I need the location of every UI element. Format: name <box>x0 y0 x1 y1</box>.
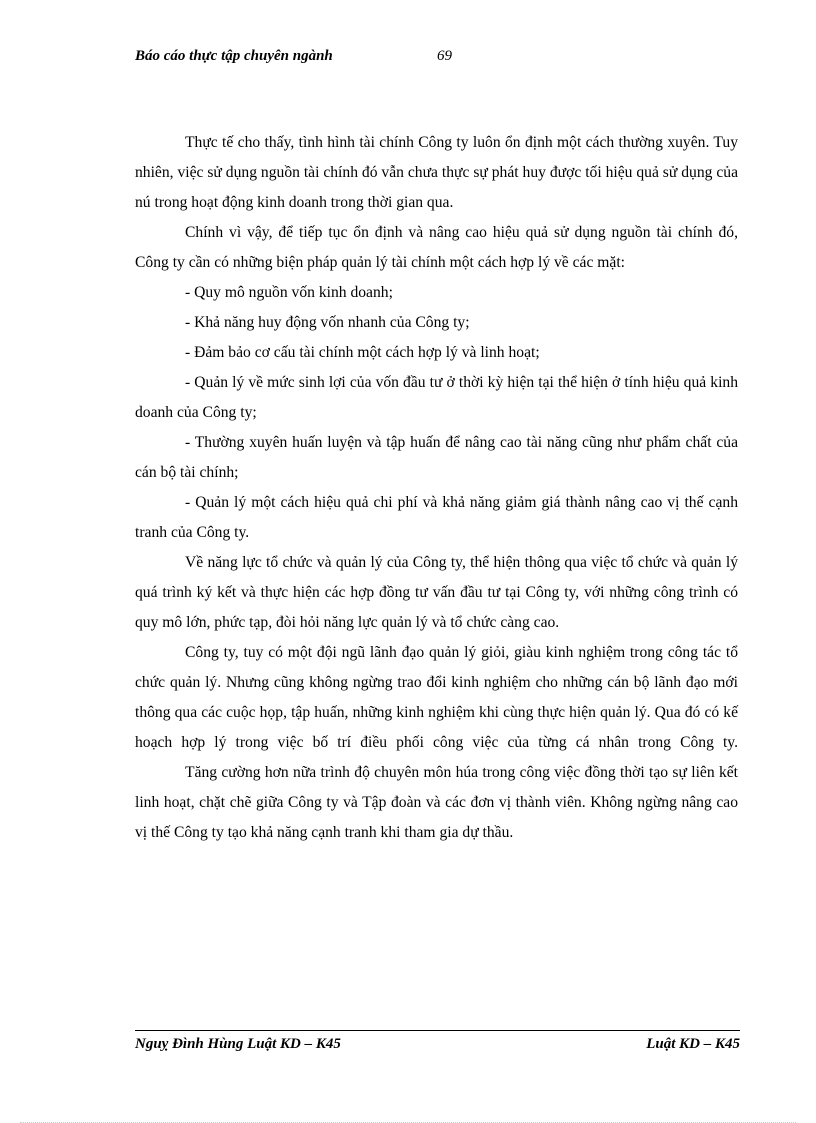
paragraph: Chính vì vậy, để tiếp tục ổn định và nâng cao hiệu quả sử dụng nguồn tài chính đó, Công ty cần có những biện pháp quản lý tài chính một cách hợp lý về các mặt: <box>135 224 738 271</box>
footer-divider <box>135 1030 740 1031</box>
list-item: - Quản lý về mức sinh lợi của vốn đầu tư ở thời kỳ hiện tại thể hiện ở tính hiệu quả kinh doanh của Công ty; <box>135 374 738 421</box>
footer-class: Luật KD – K45 <box>646 1036 740 1052</box>
page-header <box>135 48 755 72</box>
list-item: - Thường xuyên huấn luyện và tập huấn để nâng cao tài năng cũng như phẩm chất của cán bộ tài chính; <box>135 434 738 481</box>
page-footer <box>135 1036 740 1060</box>
body-text <box>135 128 738 848</box>
list-item: - Quy mô nguồn vốn kinh doanh; <box>185 284 393 301</box>
paragraph: Tăng cường hơn nữa trình độ chuyên môn húa trong công việc đồng thời tạo sự liên kết linh hoạt, chặt chẽ giữa Công ty và Tập đoàn và các đơn vị thành viên. Không ngừng nâng cao vị thế Công ty tạo khả năng cạnh tranh khi tham gia dự thầu. <box>135 764 738 841</box>
document-title: Báo cáo thực tập chuyên ngành <box>135 48 333 64</box>
footer-author: Nguỵ Đình Hùng Luật KD – K45 <box>135 1036 341 1052</box>
page-number: 69 <box>437 48 452 64</box>
paragraph: Thực tế cho thấy, tình hình tài chính Công ty luôn ổn định một cách thường xuyên. Tuy nhiên, việc sử dụng nguồn tài chính đó vẫn chưa thực sự phát huy được tối hiệu quả sử dụng của nú trong hoạt động kinh doanh trong thời gian qua. <box>135 134 738 211</box>
list-item: - Khả năng huy động vốn nhanh của Công ty; <box>185 314 470 331</box>
paragraph: Về năng lực tổ chức và quản lý của Công ty, thể hiện thông qua việc tổ chức và quản lý quá trình ký kết và thực hiện các hợp đồng tư vấn đầu tư tại Công ty, với những công trình có quy mô lớn, phức tạp, đòi hỏi năng lực quản lý và tổ chức càng cao. <box>135 554 738 631</box>
paragraph: Công ty, tuy có một đội ngũ lãnh đạo quản lý giỏi, giàu kinh nghiệm trong công tác tổ chức quản lý. Nhưng cũng không ngừng trao đổi kinh nghiệm cho những cán bộ lãnh đạo mới thông qua các cuộc họp, tập huấn, những kinh nghiệm khi cùng thực hiện quản lý. Qua đó có kế hoạch hợp lý trong việc bố trí điều phối công việc của từng cá nhân trong Công ty. <box>135 644 738 751</box>
list-item: - Quản lý một cách hiệu quả chi phí và khả năng giảm giá thành nâng cao vị thế cạnh tranh của Công ty. <box>135 494 738 541</box>
list-item: - Đảm bảo cơ cấu tài chính một cách hợp lý và linh hoạt; <box>185 344 540 361</box>
